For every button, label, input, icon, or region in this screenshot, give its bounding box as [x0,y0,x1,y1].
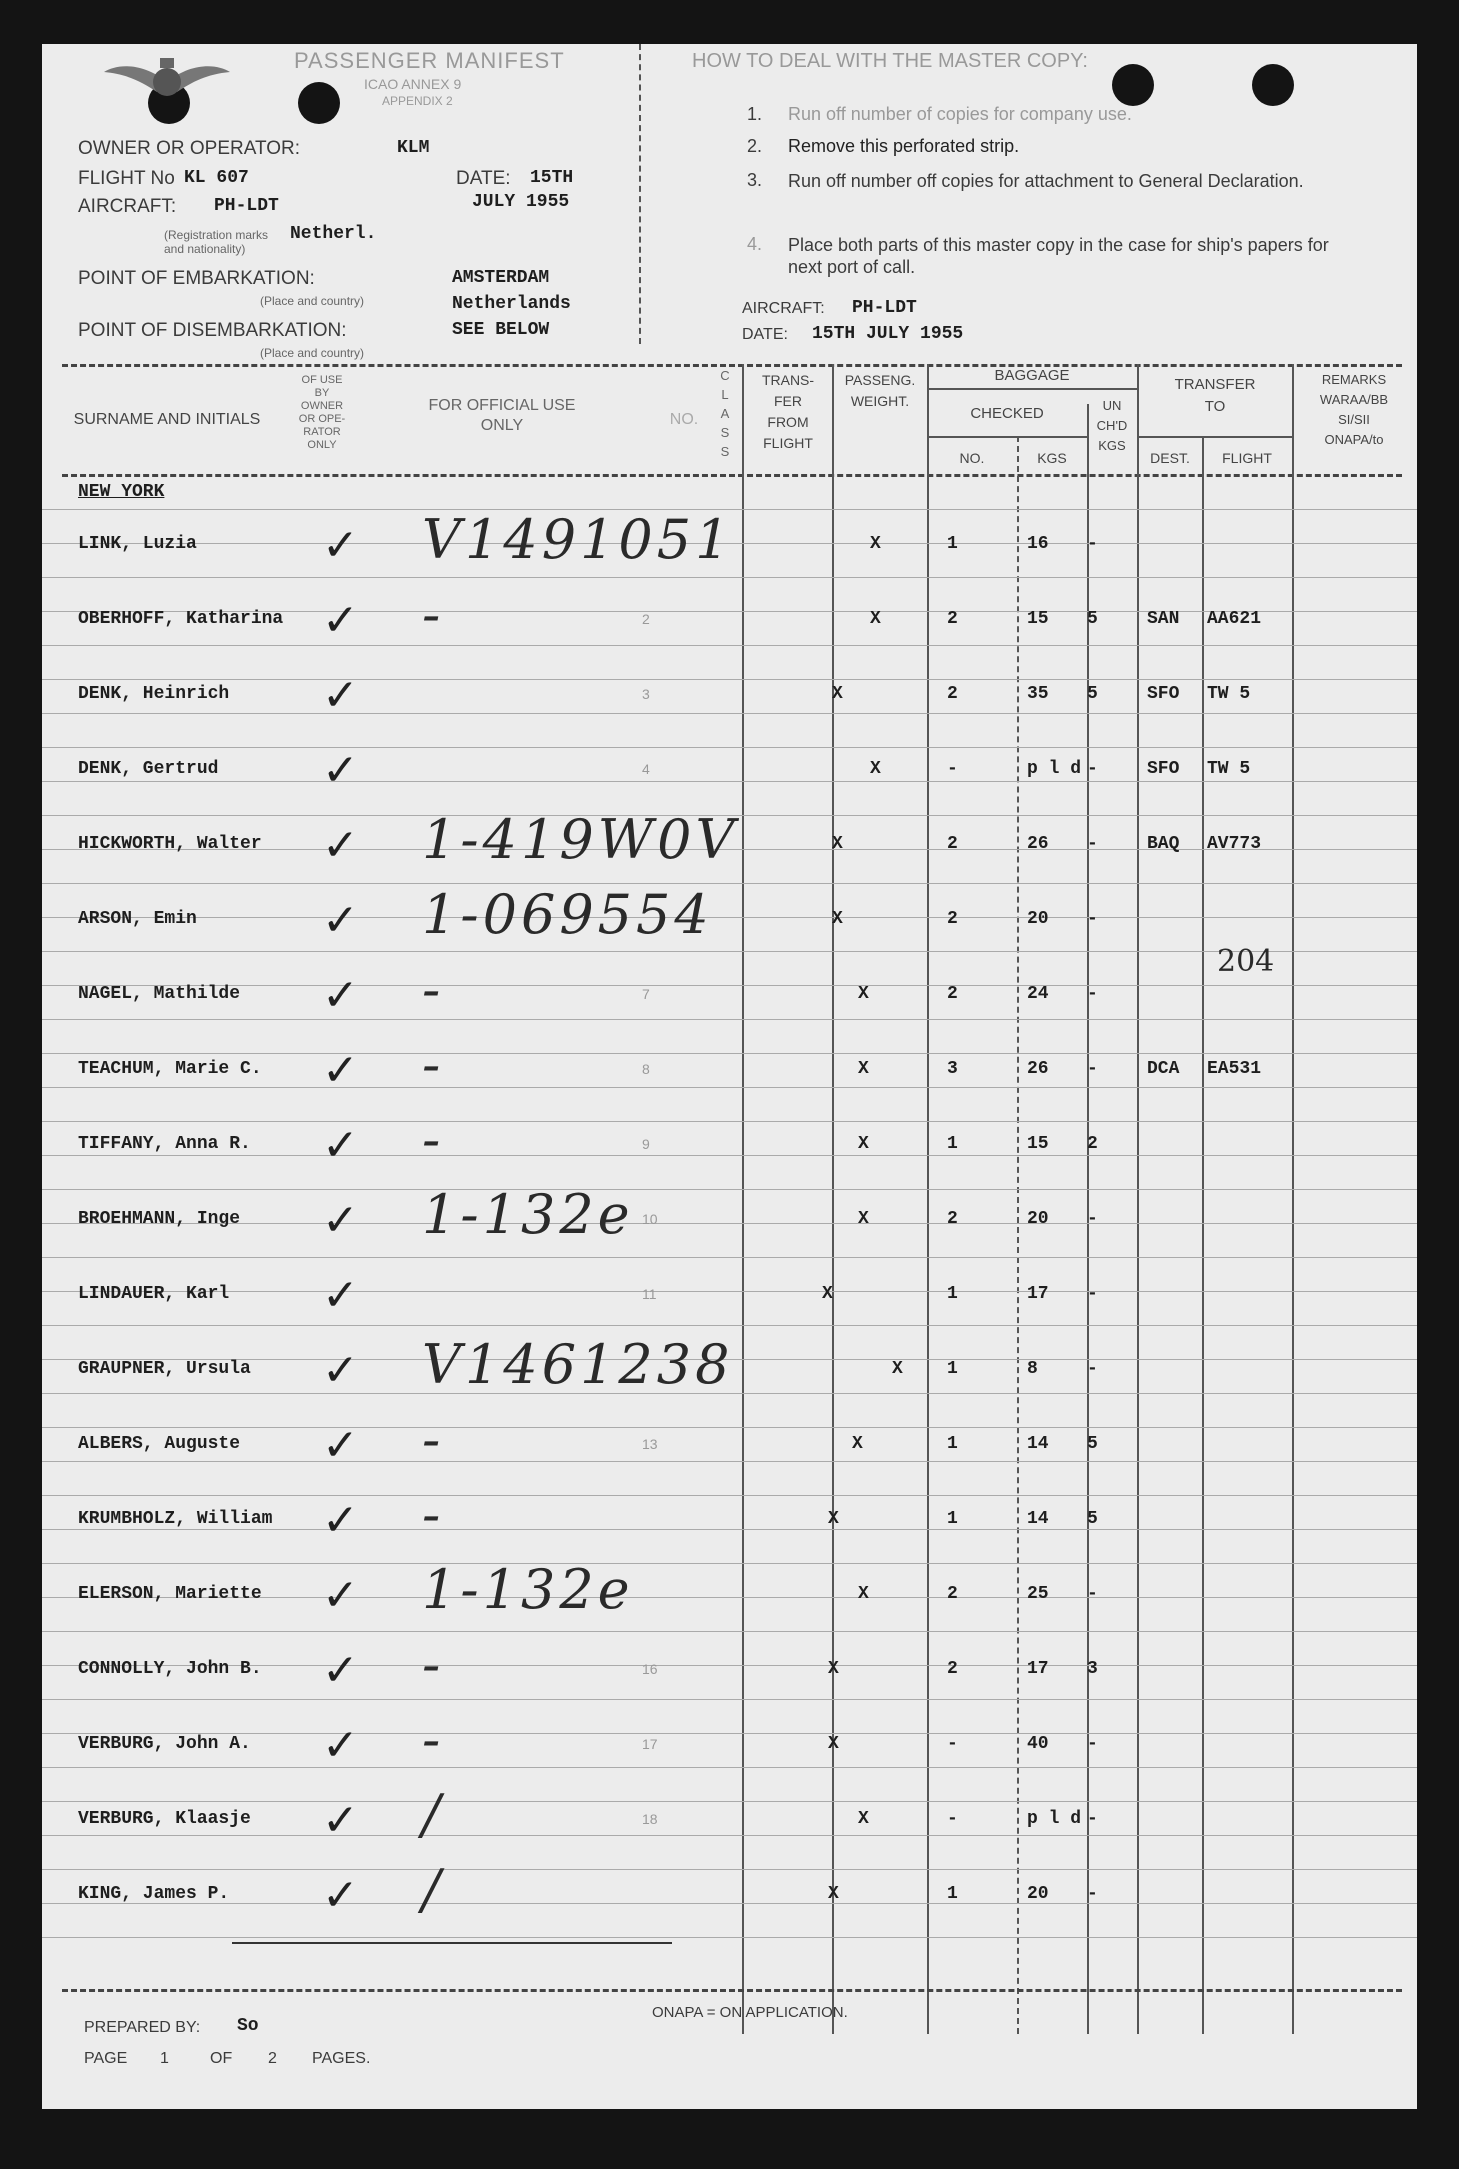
passenger-row [42,583,1417,663]
remark-number: 204 [1217,944,1275,979]
bag-count: 2 [947,1659,958,1679]
instruction-number: 3. [747,170,763,190]
bag-kgs: 24 [1027,984,1049,1004]
weight-mark: X [870,534,881,554]
weight-mark: X [858,1134,869,1154]
passenger-row [42,1408,1417,1488]
bag-kgs: p l d [1027,1809,1082,1829]
disembarkation-value: SEE BELOW [452,320,550,340]
passenger-row [42,1558,1417,1638]
official-entry: - [422,1408,445,1471]
weight-mark: X [828,1884,839,1904]
weight-mark: X [870,609,881,629]
instruction-text: Run off number of copies for company use. [788,104,1132,124]
bag-kgs: 25 [1027,1584,1049,1604]
official-entry: 1-419W0V [422,808,739,871]
aircraft-value: PH-LDT [214,196,279,216]
bag-kgs: 40 [1027,1734,1049,1754]
passenger-number: 2 [642,611,650,627]
closing-line [232,1942,672,1944]
prepared-value: So [237,2016,259,2036]
registration-note: (Registration marks [164,228,269,242]
passenger-name: DENK, Gertrud [78,759,219,779]
checkmark-icon: ✓ [322,1720,359,1771]
passenger-row [42,1333,1417,1413]
of-label: OF [210,2050,233,2067]
col-transfer-from: TRANS- FER FROM FLIGHT [761,372,815,451]
bag-kgs: 26 [1027,834,1049,854]
col-no: NO. [669,411,699,428]
weight-mark: X [832,684,843,704]
unchecked-kgs: - [1087,834,1098,854]
weight-mark: X [832,834,843,854]
instructions-date-label: DATE: [742,326,788,343]
bag-count: 2 [947,1209,958,1229]
weight-mark: X [858,984,869,1004]
instructions-aircraft-value: PH-LDT [852,298,917,318]
passenger-row [42,883,1417,963]
punch-hole [1252,64,1294,106]
bag-kgs: 20 [1027,909,1049,929]
col-official: FOR OFFICIAL USE ONLY [428,397,576,434]
passenger-name: OBERHOFF, Katharina [78,609,284,629]
instruction-text: Remove this perforated strip. [788,136,1020,156]
col-transfer-to: TRANSFER TO [1174,376,1256,415]
prepared-label: PREPARED BY: [84,2019,201,2036]
weight-mark: X [822,1284,833,1304]
passenger-row [42,1264,1417,1338]
embarkation-label: POINT OF EMBARKATION: [78,268,315,289]
instruction-number: 1. [747,104,763,124]
unchecked-kgs: - [1087,1884,1098,1904]
bag-kgs: 17 [1027,1659,1049,1679]
col-passenger-weight: PASSENG. WEIGHT. [844,372,916,409]
passenger-number: 8 [642,1061,650,1077]
passenger-row [42,1633,1417,1713]
official-entry: - [422,1708,445,1771]
weight-mark: X [852,1434,863,1454]
official-entry: - [422,1633,445,1696]
bag-count: - [947,759,958,779]
weight-mark: X [828,1659,839,1679]
unchecked-kgs: - [1087,759,1098,779]
passenger-row [42,1483,1417,1563]
transfer-rule [1137,436,1292,438]
bag-count: 2 [947,609,958,629]
checkmark-icon: ✓ [322,1495,359,1546]
col-bag-no: NO. [959,450,985,466]
unchecked-kgs: - [1087,1059,1098,1079]
passenger-number: 17 [642,1736,658,1752]
bag-count: 1 [947,534,958,554]
checked-rule [927,436,1087,438]
passenger-name: HICKWORTH, Walter [78,834,262,854]
passenger-name: VERBURG, Klaasje [78,1809,251,1829]
checkmark-icon: ✓ [322,670,359,721]
checkmark-icon: ✓ [322,1270,359,1321]
unchecked-kgs: - [1087,1209,1098,1229]
weight-mark: X [832,909,843,929]
transfer-dest: SAN [1147,609,1180,629]
registration-value: Netherl. [290,224,377,244]
passenger-name: ELERSON, Mariette [78,1584,262,1604]
official-entry: - [422,1108,445,1171]
winged-emblem-icon [102,52,232,114]
bag-count: 1 [947,1509,958,1529]
unchecked-kgs: - [1087,534,1098,554]
bag-count: 2 [947,1584,958,1604]
form-title: PASSENGER MANIFEST [294,48,565,73]
date-label: DATE: [456,168,511,189]
col-dest: DEST. [1150,450,1190,466]
passenger-number: 10 [642,1211,658,1227]
baggage-rule [927,388,1137,390]
checkmark-icon: ✓ [322,820,359,871]
bag-count: 2 [947,834,958,854]
col-class: C L A S S [720,368,730,459]
bag-count: 2 [947,909,958,929]
bag-count: - [947,1734,958,1754]
official-entry: V1461238 [422,1333,734,1396]
pages-label: PAGES. [312,2050,371,2067]
date-value: 15TH [530,168,574,188]
passenger-name: TEACHUM, Marie C. [78,1059,262,1079]
passenger-row [42,508,1417,588]
official-entry: / [422,1858,445,1921]
checkmark-icon: ✓ [322,595,359,646]
unchecked-kgs: 3 [1087,1659,1098,1679]
unchecked-kgs: 5 [1087,684,1098,704]
unchecked-kgs: - [1087,1584,1098,1604]
unchecked-kgs: - [1087,984,1098,1004]
page-value: 1 [160,2050,169,2067]
passenger-name: NAGEL, Mathilde [78,984,241,1004]
bag-count: 1 [947,1434,958,1454]
passenger-name: LINK, Luzia [78,534,197,554]
unchecked-kgs: 5 [1087,1509,1098,1529]
form-subtitle: APPENDIX 2 [382,94,453,108]
instruction-text: Run off number off copies for attachment to General Declaration. [788,171,1304,191]
checkmark-icon: ✓ [322,1045,359,1096]
checkmark-icon: ✓ [322,895,359,946]
perforation-line [639,44,641,344]
unchecked-kgs: 2 [1087,1134,1098,1154]
owner-label: OWNER OR OPERATOR: [78,138,301,159]
checkmark-icon: ✓ [322,1795,359,1846]
official-entry: - [422,1483,445,1546]
unchecked-kgs: - [1087,909,1098,929]
checkmark-icon: ✓ [322,745,359,796]
date-value: JULY 1955 [472,192,570,212]
instructions-date-value: 15TH JULY 1955 [812,324,964,344]
instructions-aircraft-label: AIRCRAFT: [742,300,825,317]
transfer-flight: AA621 [1207,609,1262,629]
bag-kgs: 14 [1027,1509,1049,1529]
bag-count: 3 [947,1059,958,1079]
instruction-number: 4. [747,234,763,254]
bag-kgs: 35 [1027,684,1049,704]
disembarkation-note: (Place and country) [260,346,365,360]
bag-kgs: 17 [1027,1284,1049,1304]
checkmark-icon: ✓ [322,1120,359,1171]
passenger-number: 4 [642,761,650,777]
weight-mark: X [858,1209,869,1229]
passenger-row [42,739,1417,813]
bag-kgs: 15 [1027,1134,1049,1154]
passenger-row [42,1183,1417,1263]
passenger-number: 9 [642,1136,650,1152]
section-heading: NEW YORK [78,482,165,502]
official-entry: - [422,958,445,1021]
bag-kgs: 16 [1027,534,1049,554]
checkmark-icon: ✓ [322,1195,359,1246]
flight-label: FLIGHT No [78,168,175,189]
bag-count: 2 [947,684,958,704]
checkmark-icon: ✓ [322,1345,359,1396]
col-remarks: REMARKS WARAA/BB SI/SII ONAPA/to [1319,372,1389,447]
registration-note: and nationality) [164,242,246,256]
unchecked-kgs: - [1087,1809,1098,1829]
passenger-name: VERBURG, John A. [78,1734,251,1754]
punch-hole [298,82,340,124]
checkmark-icon: ✓ [322,1420,359,1471]
checkmark-icon: ✓ [322,1570,359,1621]
unchecked-kgs: - [1087,1284,1098,1304]
bag-kgs: 20 [1027,1884,1049,1904]
official-entry: - [422,1033,445,1096]
transfer-flight: AV773 [1207,834,1262,854]
passenger-row [42,1033,1417,1113]
passenger-row [42,1783,1417,1863]
passenger-row [42,1858,1417,1938]
onapa-note: ONAPA = ON APPLICATION. [652,2004,848,2021]
passenger-row [42,1108,1417,1188]
bag-kgs: 26 [1027,1059,1049,1079]
passenger-name: TIFFANY, Anna R. [78,1134,251,1154]
weight-mark: X [858,1584,869,1604]
weight-mark: X [858,1809,869,1829]
manifest-page [42,44,1417,2109]
bag-kgs: 14 [1027,1434,1049,1454]
flight-value: KL 607 [184,168,249,188]
official-entry: / [422,1783,445,1846]
bag-count: 1 [947,1884,958,1904]
official-entry: 1-132e [422,1183,634,1246]
weight-mark: X [870,759,881,779]
col-owner-use: OF USE BY OWNER OR OPE- RATOR ONLY [298,374,346,451]
transfer-dest: SFO [1147,684,1180,704]
unchecked-kgs: - [1087,1734,1098,1754]
bag-count: - [947,1809,958,1829]
weight-mark: X [858,1059,869,1079]
embarkation-note: (Place and country) [260,294,365,308]
bag-kgs: 20 [1027,1209,1049,1229]
passenger-name: LINDAUER, Karl [78,1284,230,1304]
checkmark-icon: ✓ [322,1870,359,1921]
col-baggage: BAGGAGE [994,367,1070,384]
unchecked-kgs: - [1087,1359,1098,1379]
official-entry: 1-132e [422,1558,634,1621]
official-entry: 1-069554 [422,883,713,946]
passenger-name: KING, James P. [78,1884,230,1904]
page-label: PAGE [84,2050,128,2067]
passenger-name: ALBERS, Auguste [78,1434,241,1454]
footer-rule [62,1989,1402,1992]
col-surname: SURNAME AND INITIALS [73,411,261,428]
passenger-number: 3 [642,686,650,702]
passenger-number: 18 [642,1811,658,1827]
embarkation-value: AMSTERDAM [452,268,550,288]
passenger-name: ARSON, Emin [78,909,197,929]
checkmark-icon: ✓ [322,1645,359,1696]
passenger-name: KRUMBHOLZ, William [78,1509,273,1529]
embarkation-country: Netherlands [452,294,571,314]
weight-mark: X [828,1509,839,1529]
passenger-number: 11 [642,1286,657,1302]
disembarkation-label: POINT OF DISEMBARKATION: [78,320,347,341]
bag-kgs: 8 [1027,1359,1038,1379]
instruction-text: Place both parts of this master copy in the case for ship's papers for next port of call. [788,235,1329,277]
passenger-row [42,808,1417,888]
passenger-name: GRAUPNER, Ursula [78,1359,251,1379]
passenger-row [42,1708,1417,1788]
instruction-number: 2. [747,136,763,156]
transfer-flight: EA531 [1207,1059,1262,1079]
checkmark-icon: ✓ [322,970,359,1021]
transfer-dest: BAQ [1147,834,1180,854]
weight-mark: X [828,1734,839,1754]
bag-kgs: 15 [1027,609,1049,629]
bag-count: 2 [947,984,958,1004]
transfer-dest: DCA [1147,1059,1180,1079]
bag-count: 1 [947,1359,958,1379]
bag-count: 1 [947,1284,958,1304]
header-bottom-rule [62,474,1402,477]
passenger-number: 7 [642,986,650,1002]
bag-count: 1 [947,1134,958,1154]
transfer-flight: TW 5 [1207,684,1251,704]
aircraft-label: AIRCRAFT: [78,196,177,217]
col-unchecked: UN CH'D KGS [1096,398,1128,453]
col-kgs: KGS [1037,450,1067,466]
transfer-flight: TW 5 [1207,759,1251,779]
transfer-dest: SFO [1147,759,1180,779]
passenger-number: 13 [642,1436,658,1452]
official-entry: - [422,583,445,646]
passenger-name: CONNOLLY, John B. [78,1659,262,1679]
punch-hole [1112,64,1154,106]
weight-mark: X [892,1359,903,1379]
unchecked-kgs: 5 [1087,1434,1098,1454]
unchecked-kgs: 5 [1087,609,1098,629]
col-flight: FLIGHT [1222,450,1272,466]
checkmark-icon: ✓ [322,520,359,571]
of-value: 2 [268,2050,277,2067]
col-checked: CHECKED [970,405,1044,422]
passenger-row [42,664,1417,738]
passenger-name: BROEHMANN, Inge [78,1209,241,1229]
passenger-name: DENK, Heinrich [78,684,230,704]
owner-value: KLM [397,138,430,158]
bag-kgs: p l d [1027,759,1082,779]
form-subtitle: ICAO ANNEX 9 [364,76,462,92]
instructions-title: HOW TO DEAL WITH THE MASTER COPY: [692,50,1088,72]
official-entry: V1491051 [422,508,734,571]
passenger-number: 16 [642,1661,658,1677]
